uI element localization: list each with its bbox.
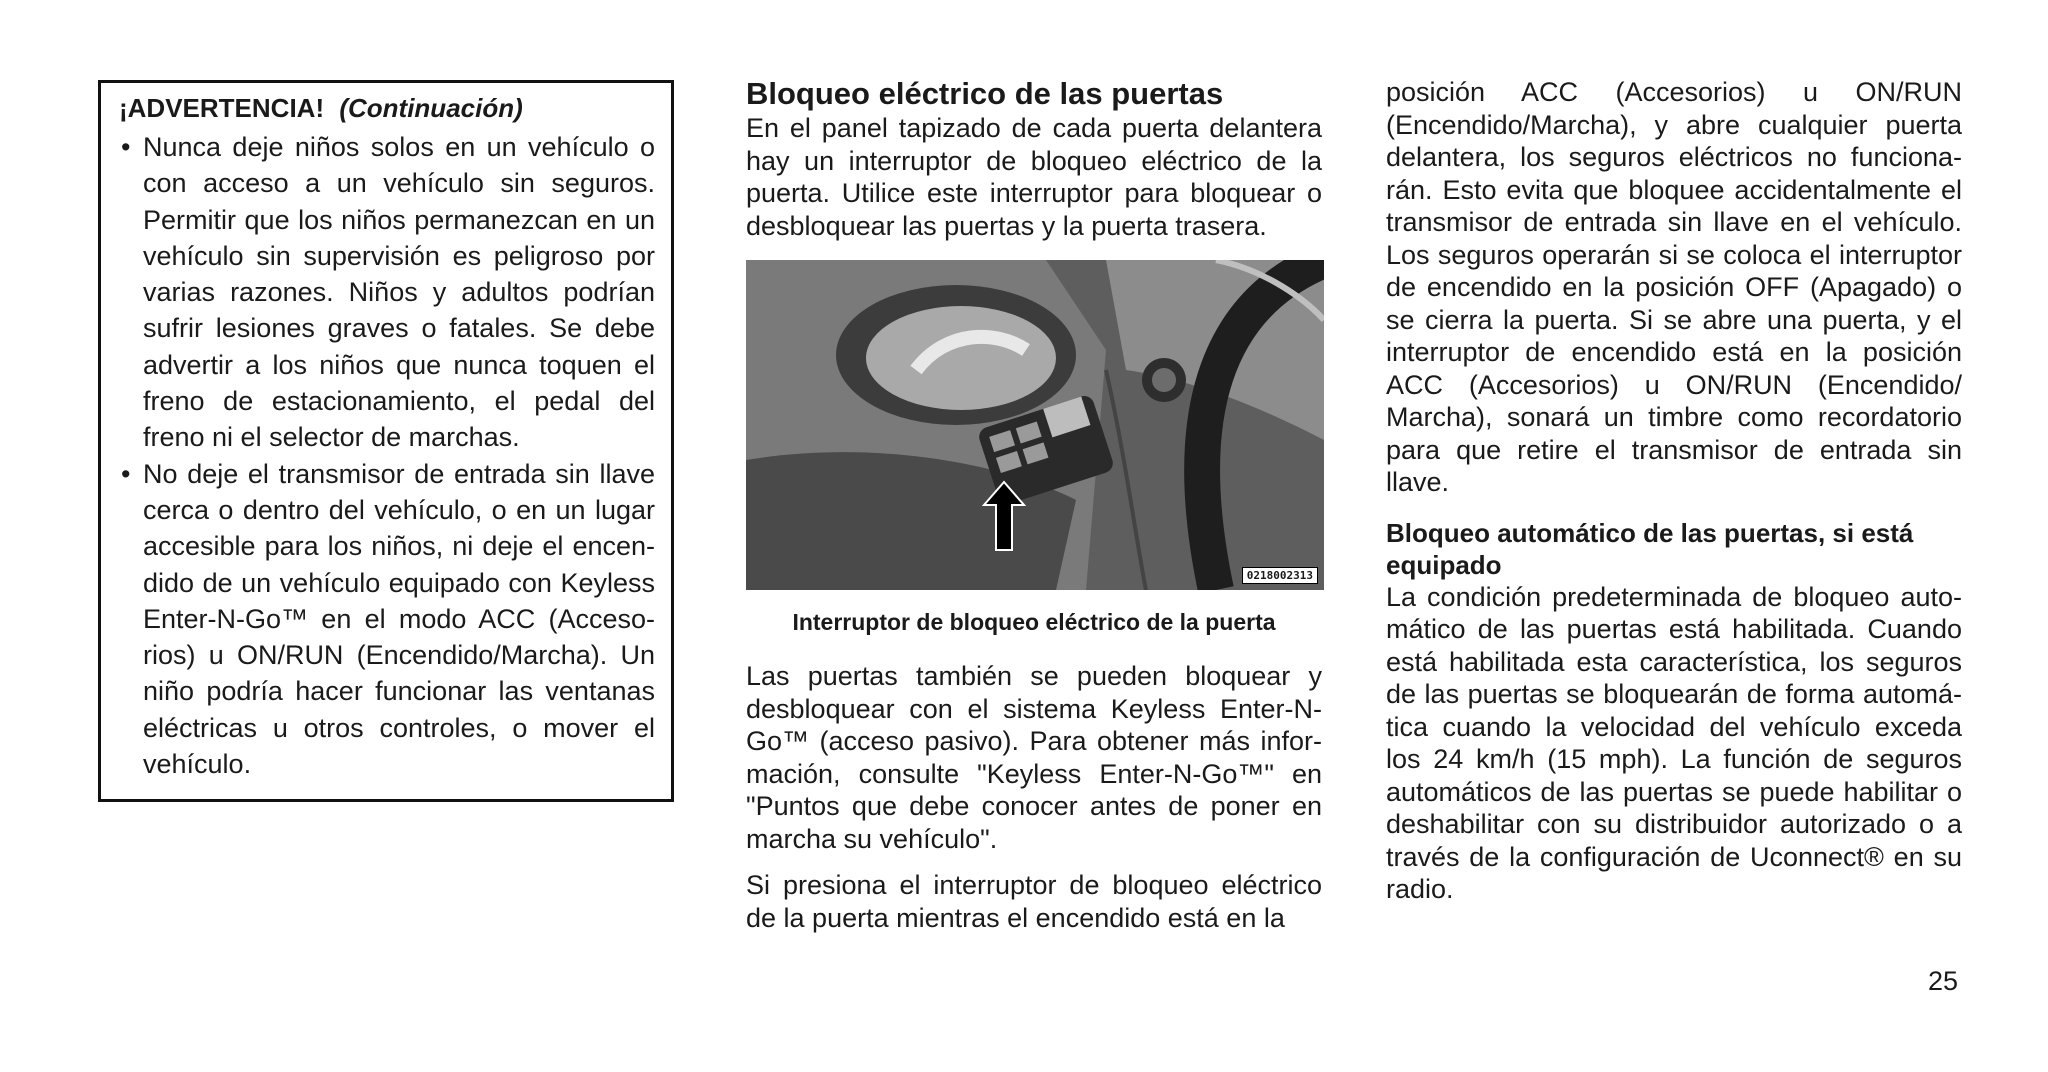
ignition-paragraph: posición ACC (Accesorios) u ON/RUN (Encendido/Marcha), y abre cualquier puerta delantera, los seguros eléctricos no funciona-rán. Esto evita que bloquee accidentalmente el transmisor de entrada sin llave en el vehículo. Los seguros operarán si se coloca el interruptor de encendido en la posición OFF (Apagado) o se cierra la puerta. Si se abre una puerta, y el interruptor de encendido está en la posición ACC (Accesorios) u ON/RUN (Encendido/ Marcha), sonará un timbre como recordatorio para que retire el transmisor de entrada sin llave. xyxy=(1386,77,1962,497)
intro-paragraph: En el panel tapizado de cada puerta delantera hay un interruptor de bloqueo eléctrico de la puerta. Utilice este interruptor para bloquear o desbloquear las puertas y la puerta trasera. xyxy=(746,113,1322,241)
warning-column xyxy=(98,80,674,802)
auto-lock-subtitle: Bloqueo automático de las puertas, si está equipado xyxy=(1386,517,1914,580)
warning-list xyxy=(119,129,655,782)
door-lock-switch-photo xyxy=(746,260,1324,590)
page-number: 25 xyxy=(1927,966,1958,996)
warning-box xyxy=(98,80,674,802)
figure-caption: Interruptor de bloqueo eléctrico de la puerta xyxy=(792,609,1276,635)
warning-item: • No deje el transmisor de entrada sin llave cerca o dentro del vehículo, o en un lugar accesible para los niños, ni deje el encen-dido de un vehículo equipado con Keyless Enter-N-Go™ en el modo ACC (Acceso-rios) u ON/RUN (Encendido/Marcha). Un niño podría hacer funcionar las ventanas eléctricas u otros controles, o mover el vehículo. xyxy=(119,456,655,783)
keyless-paragraph: Las puertas también se pueden bloquear y desbloquear con el sistema Keyless Enter-N-Go™ (acceso pasivo). Para obtener más infor-mación, consulte "Keyless Enter-N-Go™" en "Puntos que debe conocer antes de poner en marcha su vehículo". xyxy=(746,661,1322,854)
figure-code: 0218002313 xyxy=(1242,567,1318,584)
warning-title: ¡ADVERTENCIA! xyxy=(119,93,325,123)
warning-heading xyxy=(119,91,655,125)
auto-lock-column xyxy=(1386,76,1962,906)
door-panel-illustration xyxy=(746,260,1324,590)
warning-item: • Nunca deje niños solos en un vehículo o con acceso a un vehículo sin seguros. Permitir que los niños permanezcan en un vehículo sin supervisión es peligroso por varias razones. Niños y adultos podrían sufrir lesiones graves o fatales. Se debe advertir a los niños que nunca toquen el freno de estacionamiento, el pedal del freno ni el selector de marchas. xyxy=(119,129,655,456)
door-locks-column xyxy=(746,76,1322,934)
section-title: Bloqueo eléctrico de las puertas xyxy=(746,76,1224,111)
switch-paragraph: Si presiona el interruptor de bloqueo eléctrico de la puerta mientras el encendido está en la xyxy=(746,870,1322,933)
auto-lock-paragraph: La condición predeterminada de bloqueo auto-mático de las puertas está habilitada. Cuando está habilitada esta característica, los seguros de las puertas se bloquearán de forma automá-tica cuando la velocidad del vehículo exceda los 24 km/h (15 mph). La función de seguros automáticos de las puertas se puede habilitar o deshabilitar con su distribuidor autorizado o a través de la configuración de Uconnect® en su radio. xyxy=(1386,581,1962,904)
warning-continuation: (Continuación) xyxy=(339,93,523,123)
